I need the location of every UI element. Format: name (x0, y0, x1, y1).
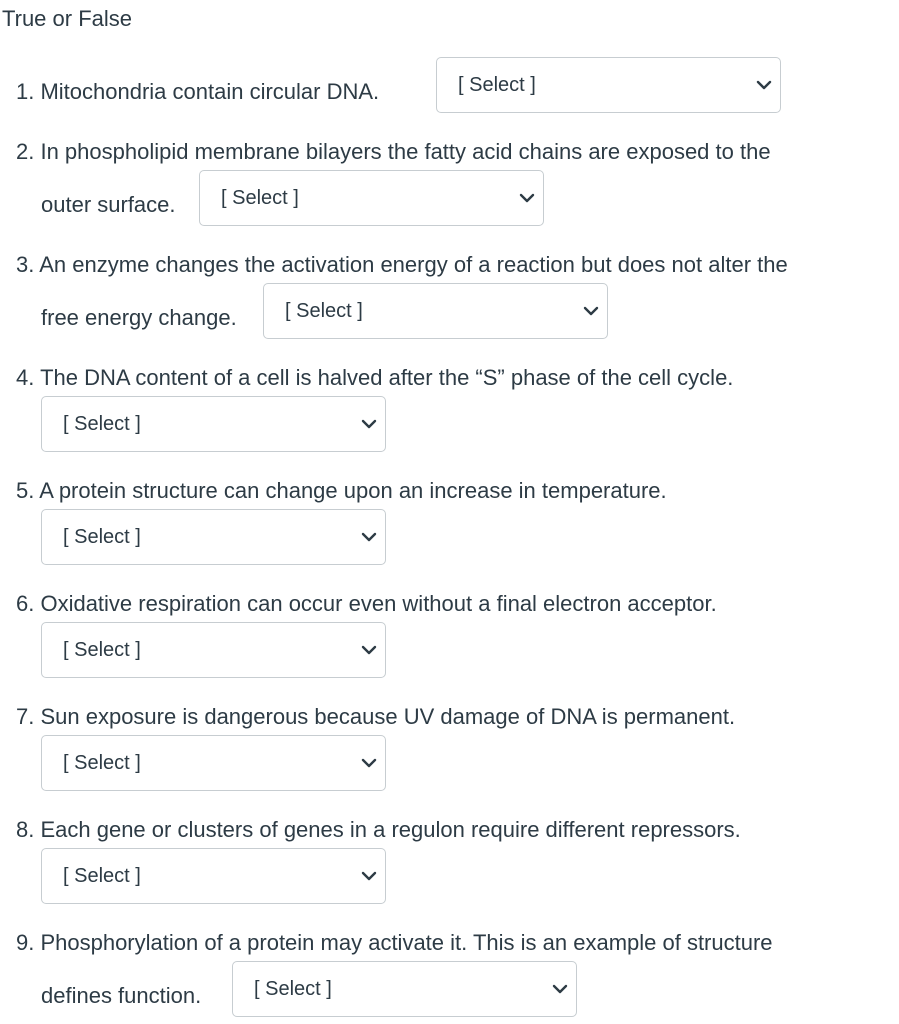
question-1-select-value: [ Select ] (458, 74, 536, 96)
chevron-down-icon (583, 305, 599, 317)
question-8-text: 8. Each gene or clusters of genes in a regulon require different repressors. (16, 817, 741, 842)
chevron-down-icon (361, 757, 377, 769)
question-2-text: 2. In phospholipid membrane bilayers the fatty acid chains are exposed to the (16, 139, 771, 164)
question-5-select[interactable] (41, 509, 386, 565)
question-9-text: 9. Phosphorylation of a protein may activate it. This is an example of structure (16, 930, 773, 955)
question-9-text-continued: defines function. (41, 983, 202, 1008)
question-3-select-value: [ Select ] (285, 300, 363, 322)
question-6-select[interactable] (41, 622, 386, 678)
chevron-down-icon (519, 192, 535, 204)
question-1-text: 1. Mitochondria contain circular DNA. (16, 79, 380, 104)
question-7-text: 7. Sun exposure is dangerous because UV damage of DNA is permanent. (16, 704, 736, 729)
question-5-text: 5. A protein structure can change upon an increase in temperature. (16, 478, 667, 503)
question-7-select[interactable] (41, 735, 386, 791)
chevron-down-icon (361, 870, 377, 882)
question-4-select[interactable] (41, 396, 386, 452)
chevron-down-icon (552, 983, 568, 995)
question-2-select[interactable] (199, 170, 544, 226)
quiz-title: True or False (2, 6, 133, 31)
question-3-select[interactable] (263, 283, 608, 339)
question-9-select-value: [ Select ] (254, 978, 332, 1000)
question-2-text-continued: outer surface. (41, 192, 176, 217)
chevron-down-icon (361, 418, 377, 430)
question-4-text: 4. The DNA content of a cell is halved after the “S” phase of the cell cycle. (16, 365, 734, 390)
question-2-select-value: [ Select ] (221, 187, 299, 209)
chevron-down-icon (756, 79, 772, 91)
question-3-text: 3. An enzyme changes the activation energy of a reaction but does not alter the (16, 252, 788, 277)
chevron-down-icon (361, 531, 377, 543)
chevron-down-icon (361, 644, 377, 656)
question-7-select-value: [ Select ] (63, 752, 141, 774)
question-4-select-value: [ Select ] (63, 413, 141, 435)
question-6-text: 6. Oxidative respiration can occur even without a final electron acceptor. (16, 591, 717, 616)
question-3-text-continued: free energy change. (41, 305, 237, 330)
question-9-select[interactable] (232, 961, 577, 1017)
question-6-select-value: [ Select ] (63, 639, 141, 661)
question-8-select[interactable] (41, 848, 386, 904)
question-5-select-value: [ Select ] (63, 526, 141, 548)
question-8-select-value: [ Select ] (63, 865, 141, 887)
question-1-select[interactable] (436, 57, 781, 113)
